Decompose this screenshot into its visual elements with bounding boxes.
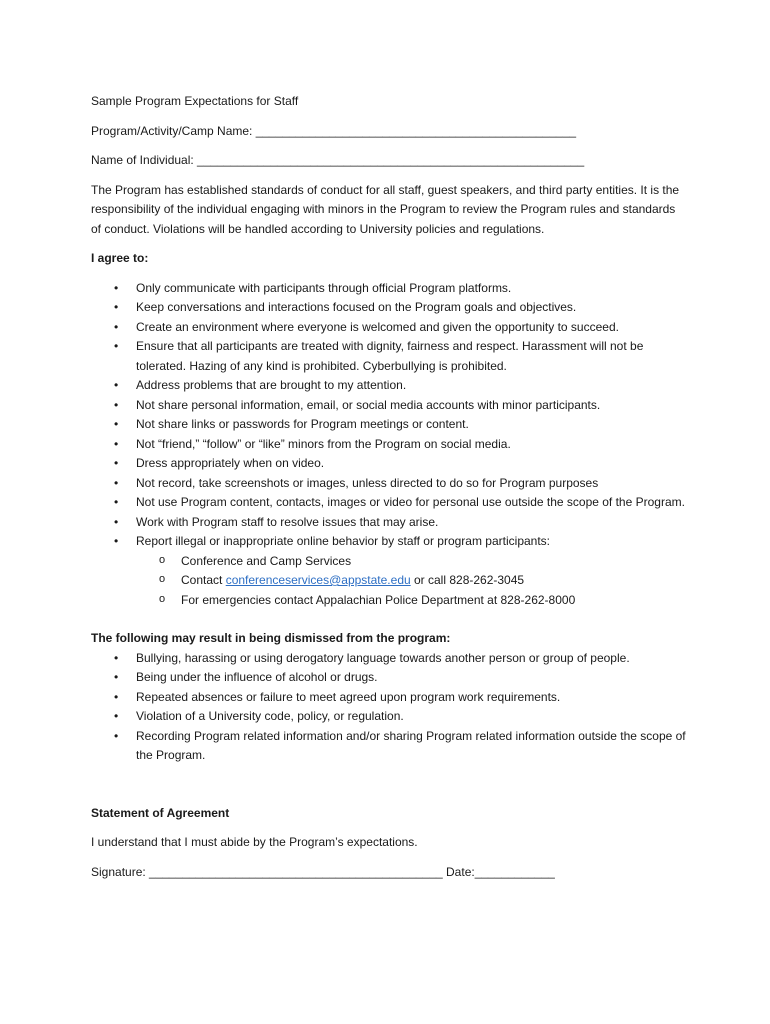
statement-heading: Statement of Agreement	[91, 805, 230, 820]
list-item: • Address problems that are brought to my attention.	[91, 376, 686, 396]
signature-field[interactable]: Signature: ____________________________________________ Date:____________	[91, 864, 555, 879]
list-item: • Not share links or passwords for Program meetings or content.	[91, 415, 686, 435]
agree-list	[91, 279, 686, 552]
list-item: • Work with Program staff to resolve issues that may arise.	[91, 513, 686, 533]
document-title: Sample Program Expectations for Staff	[91, 94, 299, 108]
individual-name-field[interactable]: Name of Individual: __________________________________________________________	[91, 153, 585, 167]
list-item: • Create an environment where everyone is welcomed and given the opportunity to succeed.	[91, 318, 686, 338]
list-item: • Violation of a University code, policy, or regulation.	[91, 707, 686, 727]
sub-item-services: o Conference and Camp Services	[91, 552, 686, 572]
list-item: • Not use Program content, contacts, images or video for personal use outside the scope of the Program.	[91, 493, 686, 513]
list-item: • Dress appropriately when on video.	[91, 454, 686, 474]
list-item: • Repeated absences or failure to meet agreed upon program work requirements.	[91, 688, 686, 708]
contact-prefix: Contact	[181, 573, 226, 587]
intro-paragraph: The Program has established standards of conduct for all staff, guest speakers, and third party entities. It is the responsibility of the individual engaging with minors in the Program to review the Program rules and standards of conduct. Violations will be handled according to University policies and regulations.	[91, 182, 680, 236]
document-page	[91, 92, 686, 882]
list-item: • Bullying, harassing or using derogatory language towards another person or group of people.	[91, 649, 686, 669]
list-item: • Not share personal information, email, or social media accounts with minor participants.	[91, 396, 686, 416]
list-item: • Keep conversations and interactions focused on the Program goals and objectives.	[91, 298, 686, 318]
list-item: • Only communicate with participants through official Program platforms.	[91, 279, 686, 299]
list-item-report	[91, 532, 686, 552]
list-item: • Ensure that all participants are treated with dignity, fairness and respect. Harassment will not be tolerated. Hazing of any kind is prohibited. Cyberbullying is prohibited.	[91, 337, 686, 376]
report-sublist	[91, 552, 686, 611]
sub-item-contact	[91, 571, 686, 591]
dismiss-list	[91, 649, 686, 766]
list-item: • Recording Program related information and/or sharing Program related information outside the scope of the Program.	[91, 727, 686, 766]
sub-item-emergency: o For emergencies contact Appalachian Police Department at 828-262-8000	[91, 591, 686, 611]
list-item: • Not “friend,” “follow” or “like” minors from the Program on social media.	[91, 435, 686, 455]
list-item: • Being under the influence of alcohol or drugs.	[91, 668, 686, 688]
program-name-field[interactable]: Program/Activity/Camp Name: ________________________________________________	[91, 123, 577, 138]
statement-text: I understand that I must abide by the Program’s expectations.	[91, 835, 418, 849]
list-item: • Not record, take screenshots or images, unless directed to do so for Program purposes	[91, 474, 686, 494]
agree-heading: I agree to:	[91, 251, 149, 265]
list-item-text: Report illegal or inappropriate online behavior by staff or program participants:	[136, 534, 551, 548]
contact-suffix: or call 828-262-3045	[410, 573, 525, 587]
email-link[interactable]: conferenceservices@appstate.edu	[225, 573, 411, 587]
dismiss-heading: The following may result in being dismissed from the program:	[91, 631, 451, 645]
